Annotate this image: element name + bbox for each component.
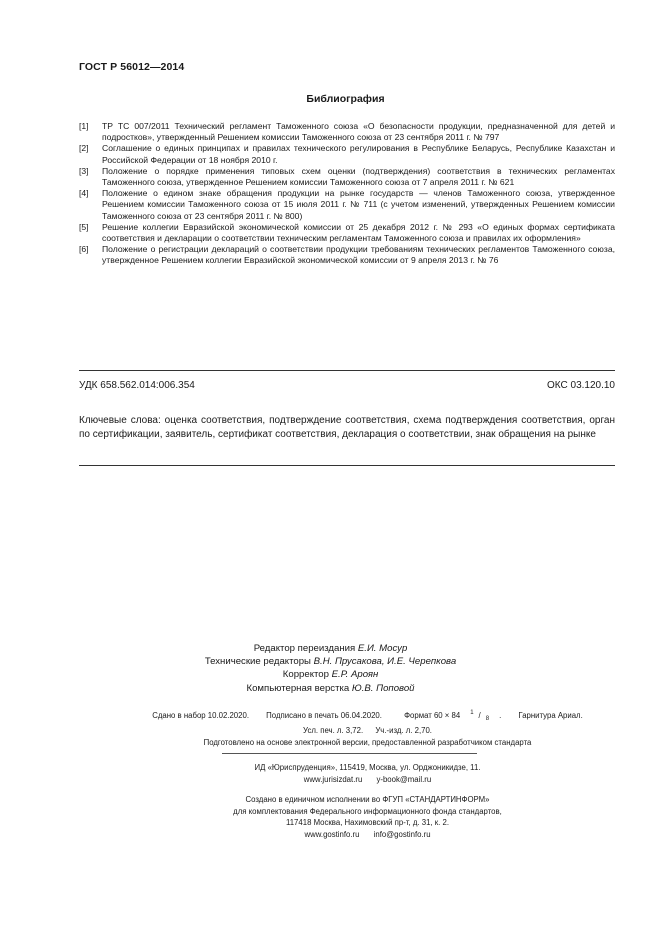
credit-corrector bbox=[0, 668, 661, 681]
bibliography-item bbox=[79, 143, 615, 165]
format-denominator: 8 bbox=[485, 716, 490, 723]
credit-person: Е.Р. Ароян bbox=[331, 669, 379, 681]
reference-number: [4] bbox=[79, 188, 89, 199]
reference-text: Положение о регистрации деклараций о соответствии продукции требованиям технических регламентов Таможенного союза, утвержденное Решением коллегии Евразийской экономической комиссии от 9 апреля 2013 г. № 76 bbox=[102, 244, 615, 266]
credit-role: Редактор переиздания bbox=[253, 643, 356, 654]
printer-line-2: для комплектования Федерального информационного фонда стандартов, bbox=[233, 806, 502, 816]
format-suffix: . bbox=[499, 710, 502, 720]
printer-line-1: Создано в единичном исполнении во ФГУП «СТАНДАРТИНФОРМ» bbox=[245, 795, 490, 804]
bibliography-item bbox=[79, 222, 615, 244]
printer-address: 117418 Москва, Нахимовский пр-т, д. 31, к. 2. bbox=[285, 818, 450, 827]
prepared-note: Подготовлено на основе электронной версии, предоставленной разработчиком стандарта bbox=[203, 738, 532, 747]
reference-text: ТР ТС 007/2011 Технический регламент Таможенного союза «О безопасности продукции, предназначенной для детей и подростков», утвержденный Решением комиссии Таможенного союза от 23 сентября 2011 г. № 797 bbox=[102, 121, 615, 143]
reference-text: Положение о порядке применения типовых схем оценки (подтверждения) соответствия в технических регламентах Таможенного союза, утвержденное Решением комиссии Таможенного союза от 7 апреля 2011 г. № 621 bbox=[102, 165, 615, 188]
credits-block bbox=[0, 642, 661, 695]
print-info bbox=[90, 708, 645, 736]
paper-format: Формат 60 × 84 $^1$ / $_8$ . bbox=[404, 710, 502, 723]
format-text: Формат 60 × 84 bbox=[404, 710, 461, 720]
reference-number: [5] bbox=[79, 221, 89, 232]
publisher-contacts bbox=[90, 774, 645, 786]
udk-code: УДК 658.562.014:006.354 bbox=[79, 380, 195, 391]
printed-sheets: Усл. печ. л. 3,72. bbox=[303, 726, 364, 736]
keywords-paragraph: Ключевые слова: оценка соответствия, подтверждение соответствия, схема подтверждения соответствия, орган по сертификации, заявитель, сертификат соответствия, декларация о соответствии, знак обращения на рынке bbox=[79, 415, 615, 440]
divider-short bbox=[222, 753, 477, 754]
reference-number: [6] bbox=[79, 244, 89, 255]
document-code: ГОСТ Р 56012—2014 bbox=[79, 61, 185, 73]
credit-editor bbox=[0, 642, 661, 655]
publisher-address: ИД «Юриспруденция», 115419, Москва, ул. Орджоникидзе, 11. bbox=[254, 763, 481, 772]
reference-number: [1] bbox=[79, 121, 89, 131]
printer-contacts bbox=[90, 829, 645, 841]
credit-person: Е.И. Мосур bbox=[357, 643, 408, 654]
reference-number: [2] bbox=[79, 143, 89, 154]
reference-text: Соглашение о единых принципах и правилах технического регулирования в Республике Беларусь, Республике Казахстан и Российской Федерации от 18 ноября 2010 г. bbox=[102, 143, 615, 165]
printer-email-link[interactable]: info@gostinfo.ru bbox=[373, 829, 431, 839]
divider-top bbox=[79, 370, 615, 371]
reference-number: [3] bbox=[79, 165, 89, 176]
credit-role: Корректор bbox=[282, 669, 329, 681]
publisher-sheets: Уч.-изд. л. 2,70. bbox=[375, 726, 432, 736]
reference-text: Положение о едином знаке обращения продукции на рынке государств — членов Таможенного союза, утвержденное Решением комиссии Таможенного союза от 15 июля 2011 г. № 711 (с учетом изменений, утвержденных Решением комиссии Таможенного союза от 23 сентября 2011 г. № 800) bbox=[102, 188, 615, 221]
credit-person: Ю.В. Поповой bbox=[351, 682, 415, 694]
credit-tech-editors bbox=[0, 655, 661, 668]
bibliography-list bbox=[79, 121, 615, 267]
credit-role: Компьютерная верстка bbox=[246, 682, 350, 694]
bibliography-item bbox=[79, 244, 615, 266]
publisher-email-link[interactable]: y-book@mail.ru bbox=[376, 774, 432, 784]
bibliography-item bbox=[79, 166, 615, 188]
typeset-date: Сдано в набор 10.02.2020. bbox=[152, 710, 249, 720]
publisher-site-link[interactable]: www.jurisizdat.ru bbox=[303, 774, 363, 784]
credit-layout bbox=[0, 682, 661, 695]
credit-role: Технические редакторы bbox=[204, 656, 311, 668]
reference-text: Решение коллегии Евразийской экономической комиссии от 25 декабря 2012 г. № 293 «О единых формах сертификата соответствия и декларации о соответствии техническим регламентам Таможенного союза и правилах их оформления» bbox=[102, 221, 615, 244]
print-row-2 bbox=[90, 725, 645, 736]
signed-date bbox=[261, 711, 387, 720]
divider-bottom bbox=[79, 465, 615, 466]
oks-code: ОКС 03.120.10 bbox=[547, 380, 615, 391]
bibliography-item bbox=[79, 188, 615, 222]
printer-block bbox=[90, 794, 645, 840]
typeface: Гарнитура Ариал. bbox=[518, 710, 583, 720]
credit-person: В.Н. Прусакова, И.Е. Черепкова bbox=[313, 656, 457, 668]
publisher-block bbox=[90, 762, 645, 785]
printer-site-link[interactable]: www.gostinfo.ru bbox=[304, 829, 360, 839]
bibliography-title: Библиография bbox=[306, 93, 385, 105]
format-numerator: 1 bbox=[470, 710, 474, 716]
signed-text: Подписано в печать 06.04.2020. bbox=[266, 710, 382, 720]
print-row-1 bbox=[90, 708, 645, 725]
bibliography-item bbox=[79, 121, 615, 143]
